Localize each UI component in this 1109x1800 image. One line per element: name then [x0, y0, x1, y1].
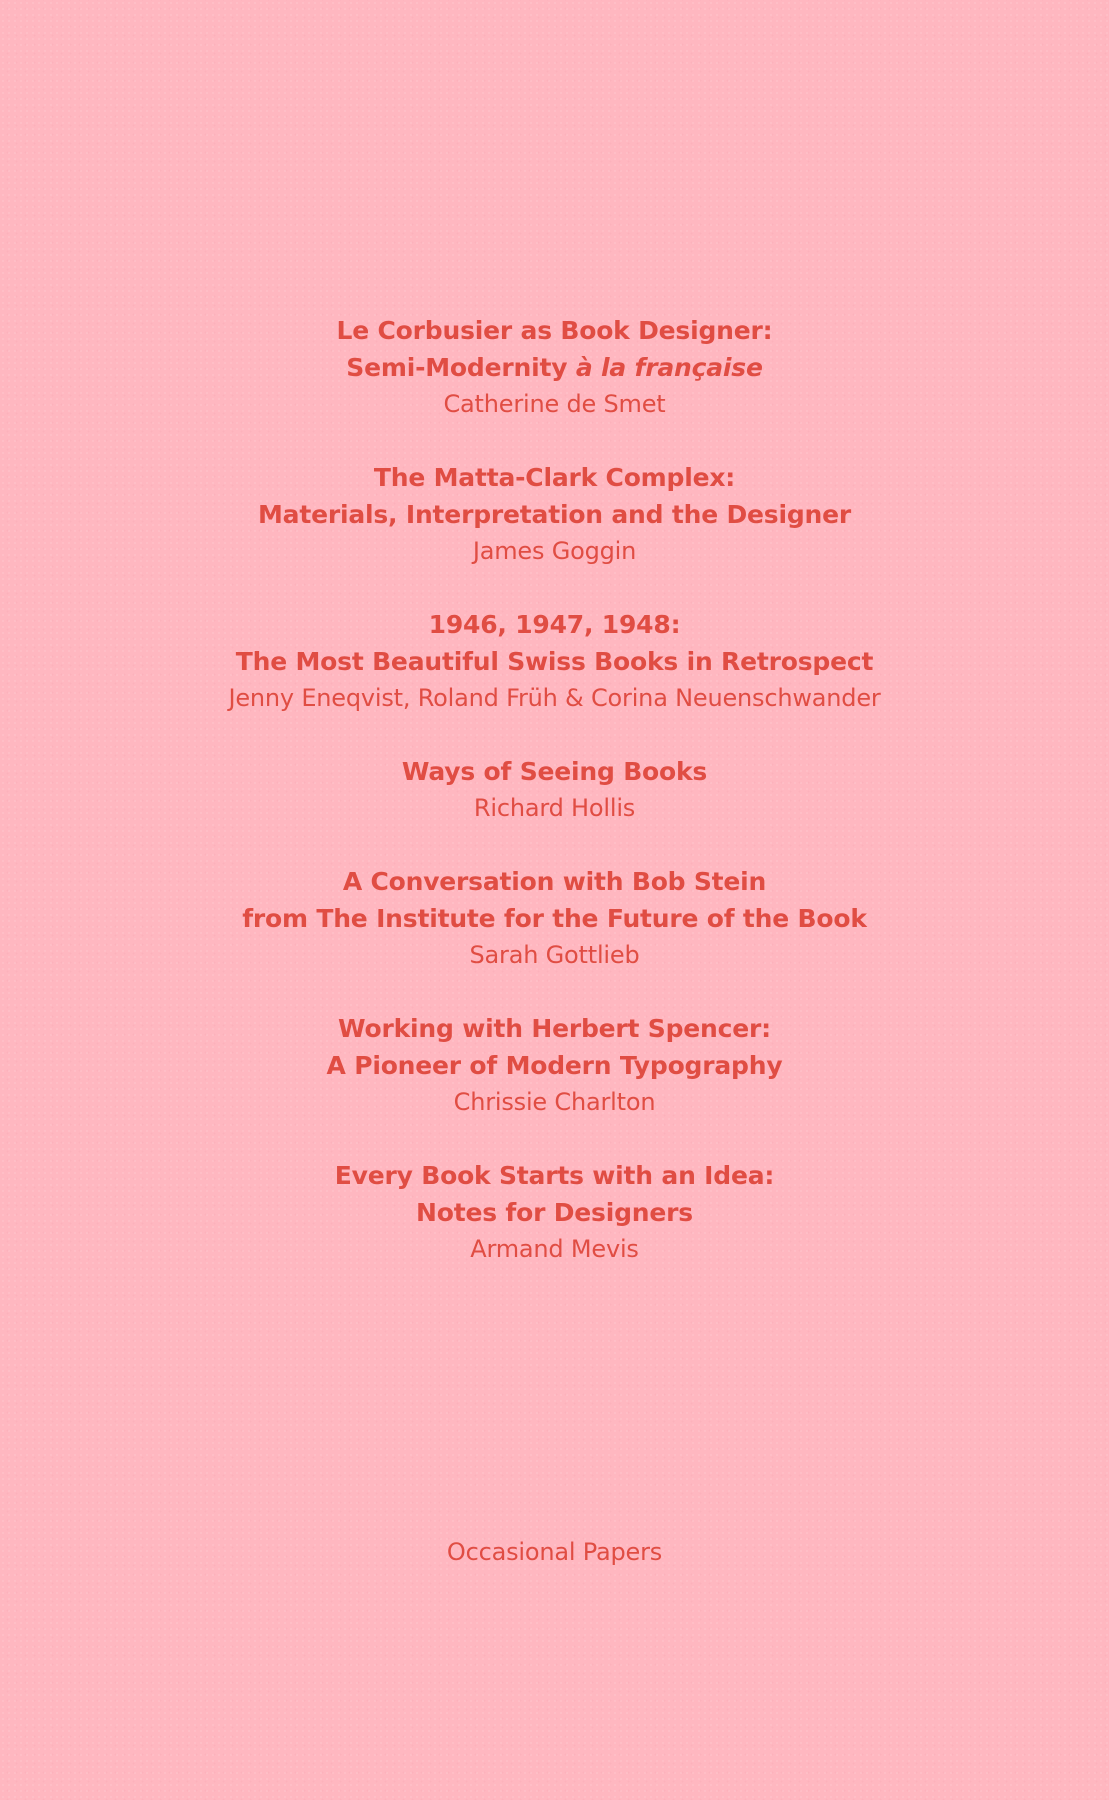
essay-title-line: The Most Beautiful Swiss Books in Retrospect	[235, 647, 874, 676]
contents-entry	[0, 312, 1109, 423]
essay-title-line: Le Corbusier as Book Designer:	[336, 316, 773, 345]
contents-entry	[0, 1010, 1109, 1121]
essay-title-line	[0, 349, 1109, 386]
essay-title-text: Semi-Modernity	[346, 353, 576, 382]
essay-title-line: Ways of Seeing Books	[401, 757, 708, 786]
essay-title-line: A Pioneer of Modern Typography	[326, 1051, 783, 1080]
essay-title-line: from The Institute for the Future of the Book	[242, 904, 867, 933]
essay-author: Armand Mevis	[470, 1235, 639, 1263]
essay-author: Sarah Gottlieb	[469, 941, 640, 969]
contents-entry	[0, 459, 1109, 570]
essay-title-line: A Conversation with Bob Stein	[342, 867, 767, 896]
essay-author: Catherine de Smet	[443, 390, 666, 418]
essay-author: Chrissie Charlton	[453, 1088, 656, 1116]
contents-entry	[0, 753, 1109, 827]
series-name: Occasional Papers	[446, 1538, 663, 1566]
essay-title-line: Materials, Interpretation and the Designer	[257, 500, 852, 529]
contents-entry	[0, 1157, 1109, 1268]
essay-title-line: Working with Herbert Spencer:	[338, 1014, 771, 1043]
essay-title-italic: à la française	[575, 353, 763, 382]
contents-list	[0, 312, 1109, 1304]
contents-entry	[0, 863, 1109, 974]
essay-title-line: Every Book Starts with an Idea:	[334, 1161, 775, 1190]
essay-title-line: 1946, 1947, 1948:	[428, 610, 681, 639]
essay-author: Jenny Eneqvist, Roland Früh & Corina Neuenschwander	[228, 684, 881, 712]
essay-author: James Goggin	[472, 537, 637, 565]
essay-title-line: The Matta-Clark Complex:	[373, 463, 736, 492]
contents-entry	[0, 606, 1109, 717]
essay-title-line: Notes for Designers	[416, 1198, 693, 1227]
essay-author: Richard Hollis	[473, 794, 636, 822]
